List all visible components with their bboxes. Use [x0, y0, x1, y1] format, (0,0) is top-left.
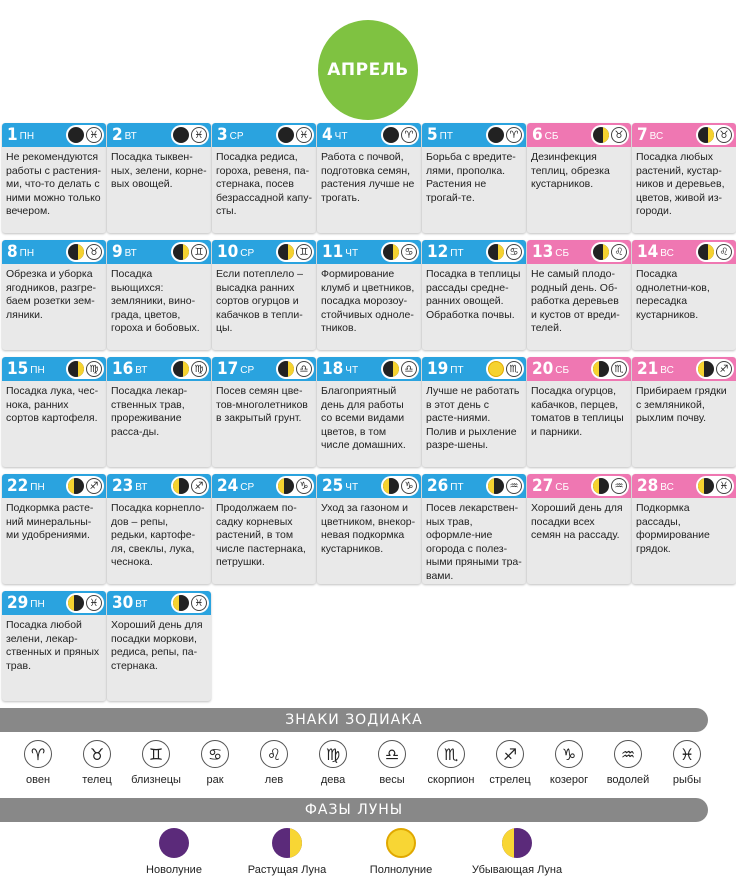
moon-phase-icon	[68, 595, 84, 611]
day-number: 23	[112, 475, 134, 496]
day-icons	[276, 359, 314, 379]
day-advice: Обрезка и уборка ягодников, разгре-баем розетки зем-ляники.	[6, 268, 97, 321]
moon-phase-label: Растущая Луна	[247, 864, 327, 876]
day-of-week: ПН	[19, 248, 35, 259]
day-icons	[66, 242, 104, 262]
zodiac-icon: ♑	[401, 478, 417, 494]
zodiac-symbol-icon: ♎	[378, 740, 406, 768]
day-of-week: ВТ	[135, 365, 148, 376]
day-icons	[486, 242, 524, 262]
zodiac-symbol-icon: ♏	[437, 740, 465, 768]
zodiac-icon: ♍	[191, 361, 207, 377]
day-icons	[381, 359, 419, 379]
day-icons	[591, 125, 629, 145]
day-header	[212, 357, 316, 381]
moon-phase-label: Убывающая Луна	[471, 864, 563, 876]
zodiac-symbol-icon: ♈	[24, 740, 52, 768]
day-number: 27	[532, 475, 554, 496]
day-card	[317, 240, 421, 350]
day-of-week: ПН	[30, 365, 45, 376]
day-advice: Продолжаем по-садку корневых растений, в том числе пастернака, петрушки.	[216, 502, 306, 568]
day-advice: Посадка вьющихся: земляники, вино-града, цветов, гороха и бобовых.	[111, 268, 200, 334]
zodiac-icon: ♓	[716, 478, 732, 494]
zodiac-icon: ♌	[611, 244, 627, 260]
zodiac-legend-item	[478, 740, 542, 786]
day-icons	[171, 242, 209, 262]
moon-phase-icon	[68, 478, 84, 494]
moon-phase-icon	[383, 127, 399, 143]
zodiac-icon: ♋	[506, 244, 522, 260]
day-advice: Посадка лекар-ственных трав, прореживание расса-ды.	[111, 385, 188, 438]
day-icons	[696, 476, 734, 496]
day-card	[317, 474, 421, 584]
day-of-week: ПН	[30, 599, 45, 610]
day-number: 8	[7, 241, 18, 262]
day-icons	[381, 125, 419, 145]
day-card	[212, 240, 316, 350]
zodiac-legend-item	[537, 740, 601, 786]
day-card	[2, 591, 106, 701]
day-header	[527, 474, 631, 498]
moon-phase-icon	[488, 478, 504, 494]
day-of-week: ВС	[649, 131, 664, 142]
day-icons	[66, 593, 104, 613]
day-card	[212, 357, 316, 467]
day-number: 29	[7, 592, 29, 613]
moon-phase-icon	[68, 361, 84, 377]
day-header	[107, 123, 211, 147]
day-card	[212, 474, 316, 584]
moon-phase-icon	[488, 361, 504, 377]
day-icons	[171, 125, 209, 145]
zodiac-icon: ♍	[86, 361, 102, 377]
zodiac-legend-item	[301, 740, 365, 786]
day-advice: Подкормка расте-ний минеральны-ми удобрениями.	[6, 502, 94, 541]
day-icons	[66, 359, 104, 379]
day-advice: Посадка лука, чес-нока, ранних сортов картофеля.	[6, 385, 99, 424]
day-header	[422, 240, 526, 264]
moon-phase-icon	[173, 127, 189, 143]
moon-phase-legend-item	[341, 828, 461, 876]
day-number: 15	[7, 358, 29, 379]
day-card	[212, 123, 316, 233]
day-icons	[171, 359, 209, 379]
moon-phase-icon	[698, 127, 714, 143]
day-card	[107, 240, 211, 350]
day-card	[422, 240, 526, 350]
moon-phase-icon	[698, 478, 714, 494]
day-advice: Прибираем грядки с земляникой, рыхлим почву.	[636, 385, 727, 424]
moon-phase-icon	[68, 127, 84, 143]
moon-phase-icon	[698, 244, 714, 260]
day-advice: Уход за газоном и цветником, внекор-невая подкормка кустарников.	[321, 502, 416, 555]
zodiac-legend-item	[655, 740, 719, 786]
zodiac-label: телец	[82, 774, 112, 786]
moon-phase-icon	[278, 361, 294, 377]
day-card	[2, 240, 106, 350]
moon-phase-icon	[386, 828, 416, 858]
day-card	[107, 474, 211, 584]
day-number: 9	[112, 241, 123, 262]
zodiac-label: дева	[320, 774, 346, 786]
day-advice: Лучше не работать в этот день с расте-ниями. Полив и рыхление разре-шены.	[426, 385, 520, 451]
day-advice: Посадка тыквен-ных, зелени, корне-вых овощей.	[111, 151, 207, 190]
day-of-week: ПТ	[450, 248, 464, 259]
day-number: 6	[532, 124, 543, 145]
day-card	[317, 357, 421, 467]
day-header	[422, 123, 526, 147]
zodiac-label: овен	[25, 774, 51, 786]
zodiac-symbol-icon: ♒	[614, 740, 642, 768]
moon-phase-label: Полнолуние	[369, 864, 433, 876]
moon-phase-icon	[159, 828, 189, 858]
day-icons	[591, 476, 629, 496]
day-number: 7	[637, 124, 648, 145]
moon-phase-icon	[383, 361, 399, 377]
day-of-week: ВС	[660, 248, 674, 259]
day-card	[317, 123, 421, 233]
day-card	[527, 474, 631, 584]
day-header	[212, 240, 316, 264]
zodiac-legend-item	[242, 740, 306, 786]
month-title: АПРЕЛЬ	[318, 20, 418, 120]
day-advice: Посадка любой зелени, лекар-ственных и пряных трав.	[6, 619, 100, 672]
day-of-week: ВС	[660, 365, 674, 376]
zodiac-section-title: ЗНАКИ ЗОДИАКА	[0, 708, 708, 732]
day-number: 21	[637, 358, 659, 379]
day-card	[632, 240, 736, 350]
day-header	[422, 357, 526, 381]
day-icons	[381, 242, 419, 262]
day-header	[632, 474, 736, 498]
day-card	[632, 357, 736, 467]
zodiac-label: весы	[379, 774, 405, 786]
zodiac-legend-item	[360, 740, 424, 786]
zodiac-icon: ♏	[506, 361, 522, 377]
day-of-week: ПТ	[450, 482, 464, 493]
day-of-week: СР	[240, 365, 255, 376]
day-card	[422, 123, 526, 233]
day-icons	[276, 476, 314, 496]
day-of-week: ВТ	[135, 599, 148, 610]
day-header	[107, 474, 211, 498]
moon-phase-icon	[68, 244, 84, 260]
day-of-week: СБ	[555, 482, 570, 493]
zodiac-symbol-icon: ♓	[673, 740, 701, 768]
day-advice: Посадка любых растений, кустар-ников и деревьев, цветов, живой из-городи.	[636, 151, 725, 217]
day-advice: Посадка в теплицы рассады средне-ранних овощей. Обработка почвы.	[426, 268, 521, 321]
zodiac-icon: ♓	[86, 127, 102, 143]
day-header	[527, 357, 631, 381]
day-icons	[696, 125, 734, 145]
day-icons	[591, 359, 629, 379]
moon-phase-icon	[272, 828, 302, 858]
moon-phase-label: Новолуние	[146, 864, 202, 876]
day-number: 19	[427, 358, 449, 379]
zodiac-icon: ♈	[401, 127, 417, 143]
day-advice: Если потеплело – высадка ранних сортов огурцов и кабачков в тепли-цы.	[216, 268, 304, 334]
day-card	[2, 123, 106, 233]
zodiac-icon: ♋	[401, 244, 417, 260]
day-card	[2, 474, 106, 584]
day-header	[2, 123, 106, 147]
moon-phase-icon	[173, 595, 189, 611]
day-header	[422, 474, 526, 498]
zodiac-symbol-icon: ♐	[496, 740, 524, 768]
day-icons	[171, 593, 209, 613]
zodiac-icon: ♓	[191, 595, 207, 611]
day-of-week: ВТ	[135, 482, 148, 493]
day-card	[107, 591, 211, 701]
day-icons	[66, 476, 104, 496]
day-icons	[696, 359, 734, 379]
day-number: 13	[532, 241, 554, 262]
moon-phase-icon	[593, 244, 609, 260]
day-advice: Посев лекарствен-ных трав, оформле-ние огорода с полез-ными пряными тра-вами.	[426, 502, 522, 582]
zodiac-label: водолей	[606, 774, 650, 786]
zodiac-symbol-icon: ♑	[555, 740, 583, 768]
day-icons	[276, 125, 314, 145]
day-header	[2, 474, 106, 498]
day-header	[107, 591, 211, 615]
day-advice: Дезинфекция теплиц, обрезка кустарников.	[531, 151, 610, 190]
zodiac-label: рыбы	[672, 774, 702, 786]
zodiac-symbol-icon: ♋	[201, 740, 229, 768]
day-advice: Посев семян цве-тов-многолетников в закрытый грунт.	[216, 385, 308, 424]
zodiac-label: близнецы	[131, 774, 181, 786]
zodiac-icon: ♐	[191, 478, 207, 494]
moon-phase-legend-item	[457, 828, 577, 876]
day-of-week: ЧТ	[345, 248, 359, 259]
zodiac-icon: ♉	[86, 244, 102, 260]
day-number: 24	[217, 475, 239, 496]
zodiac-legend-item	[183, 740, 247, 786]
day-advice: Посадка корнепло-дов – репы, редьки, картофе-ля, свеклы, лука, чеснока.	[111, 502, 205, 568]
day-advice: Посадка огурцов, кабачков, перцев, томатов в теплицы и парники.	[531, 385, 624, 438]
day-card	[527, 357, 631, 467]
day-number: 1	[7, 124, 18, 145]
day-icons	[486, 476, 524, 496]
day-advice: Формирование клумб и цветников, посадка морозоу-стойчивых одноле-тников.	[321, 268, 415, 334]
day-icons	[66, 125, 104, 145]
moon-phase-icon	[383, 478, 399, 494]
moon-phase-icon	[278, 127, 294, 143]
day-of-week: ЧТ	[334, 131, 348, 142]
moon-phase-icon	[488, 244, 504, 260]
day-header	[317, 123, 421, 147]
day-advice: Благоприятный день для работы со всеми видами цветов, в том числе домашних.	[321, 385, 406, 451]
zodiac-icon: ♓	[296, 127, 312, 143]
zodiac-icon: ♏	[611, 361, 627, 377]
day-header	[212, 474, 316, 498]
day-number: 12	[427, 241, 449, 262]
day-advice: Не самый плодо-родный день. Об-работка деревьев и кустов от вреди-телей.	[531, 268, 620, 334]
day-of-week: СР	[240, 248, 255, 259]
zodiac-legend-item	[124, 740, 188, 786]
day-of-week: СБ	[555, 248, 570, 259]
day-icons	[276, 242, 314, 262]
day-header	[527, 240, 631, 264]
day-number: 2	[112, 124, 123, 145]
moon-phase-icon	[278, 244, 294, 260]
day-number: 26	[427, 475, 449, 496]
day-card	[527, 123, 631, 233]
day-icons	[171, 476, 209, 496]
day-icons	[591, 242, 629, 262]
day-header	[212, 123, 316, 147]
day-number: 3	[217, 124, 228, 145]
day-advice: Хороший день для посадки моркови, редиса, репы, па-стернака.	[111, 619, 203, 672]
zodiac-label: скорпион	[427, 774, 475, 786]
day-of-week: СБ	[544, 131, 559, 142]
moon-phase-icon	[488, 127, 504, 143]
day-card	[107, 357, 211, 467]
zodiac-icon: ♈	[506, 127, 522, 143]
day-of-week: ПН	[19, 131, 35, 142]
day-number: 20	[532, 358, 554, 379]
moon-phase-legend-item	[114, 828, 234, 876]
moon-phase-icon	[593, 361, 609, 377]
day-header	[527, 123, 631, 147]
zodiac-icon: ♐	[86, 478, 102, 494]
zodiac-legend-item	[65, 740, 129, 786]
zodiac-symbol-icon: ♊	[142, 740, 170, 768]
zodiac-icon: ♒	[506, 478, 522, 494]
day-header	[107, 240, 211, 264]
day-of-week: ЧТ	[345, 482, 359, 493]
zodiac-icon: ♊	[191, 244, 207, 260]
day-header	[2, 591, 106, 615]
zodiac-icon: ♑	[296, 478, 312, 494]
zodiac-icon: ♓	[86, 595, 102, 611]
day-of-week: СР	[229, 131, 244, 142]
day-card	[2, 357, 106, 467]
day-number: 30	[112, 592, 134, 613]
zodiac-icon: ♌	[716, 244, 732, 260]
zodiac-icon: ♒	[611, 478, 627, 494]
moon-phase-icon	[173, 244, 189, 260]
zodiac-icon: ♊	[296, 244, 312, 260]
moon-phase-icon	[173, 478, 189, 494]
day-header	[632, 123, 736, 147]
day-card	[527, 240, 631, 350]
day-card	[422, 474, 526, 584]
day-advice: Работа с почвой, подготовка семян, растения лучше не трогать.	[321, 151, 415, 204]
day-of-week: ПТ	[450, 365, 464, 376]
zodiac-label: козерог	[549, 774, 589, 786]
day-number: 5	[427, 124, 438, 145]
day-number: 25	[322, 475, 344, 496]
day-of-week: ПТ	[439, 131, 453, 142]
zodiac-icon: ♉	[716, 127, 732, 143]
day-icons	[696, 242, 734, 262]
day-advice: Посадка однолетни-ков, пересадка кустарников.	[636, 268, 710, 321]
day-card	[632, 474, 736, 584]
moon-phase-legend-item	[227, 828, 347, 876]
zodiac-symbol-icon: ♍	[319, 740, 347, 768]
moon-phase-icon	[383, 244, 399, 260]
day-header	[632, 240, 736, 264]
day-card	[632, 123, 736, 233]
zodiac-legend-item	[419, 740, 483, 786]
day-number: 22	[7, 475, 29, 496]
day-number: 4	[322, 124, 333, 145]
day-number: 11	[322, 241, 344, 262]
day-header	[317, 357, 421, 381]
day-card	[422, 357, 526, 467]
zodiac-icon: ♓	[191, 127, 207, 143]
day-advice: Борьба с вредите-лями, прополка. Растения не трогай-те.	[426, 151, 516, 204]
day-number: 17	[217, 358, 239, 379]
zodiac-icon: ♉	[611, 127, 627, 143]
moon-phase-icon	[502, 828, 532, 858]
day-advice: Не рекомендуются работы с растения-ми, что-то делать с ними можно только вечером.	[6, 151, 102, 217]
moon-phase-icon	[173, 361, 189, 377]
day-advice: Хороший день для посадки всех семян на рассаду.	[531, 502, 623, 541]
zodiac-icon: ♎	[296, 361, 312, 377]
day-number: 16	[112, 358, 134, 379]
zodiac-icon: ♐	[716, 361, 732, 377]
moon-phase-icon	[698, 361, 714, 377]
day-of-week: СР	[240, 482, 255, 493]
day-advice: Подкормка рассады, формирование грядок.	[636, 502, 710, 555]
day-card	[107, 123, 211, 233]
day-icons	[486, 125, 524, 145]
day-header	[317, 474, 421, 498]
zodiac-legend-item	[6, 740, 70, 786]
zodiac-legend-item	[596, 740, 660, 786]
day-header	[632, 357, 736, 381]
day-header	[2, 240, 106, 264]
day-icons	[486, 359, 524, 379]
zodiac-label: стрелец	[489, 774, 531, 786]
zodiac-symbol-icon: ♌	[260, 740, 288, 768]
day-of-week: ЧТ	[345, 365, 359, 376]
day-advice: Посадка редиса, гороха, ревеня, па-стернака, посев безрассадной капу-сты.	[216, 151, 312, 217]
moon-phase-icon	[593, 127, 609, 143]
day-number: 28	[637, 475, 659, 496]
day-icons	[381, 476, 419, 496]
day-header	[2, 357, 106, 381]
zodiac-label: рак	[206, 774, 224, 786]
day-of-week: ВС	[660, 482, 674, 493]
day-of-week: СБ	[555, 365, 570, 376]
zodiac-icon: ♎	[401, 361, 417, 377]
day-of-week: ПН	[30, 482, 45, 493]
zodiac-symbol-icon: ♉	[83, 740, 111, 768]
day-header	[317, 240, 421, 264]
zodiac-label: лев	[264, 774, 284, 786]
moon-phase-icon	[593, 478, 609, 494]
day-header	[107, 357, 211, 381]
day-number: 14	[637, 241, 659, 262]
moon-phase-icon	[278, 478, 294, 494]
moon-phases-section-title: ФАЗЫ ЛУНЫ	[0, 798, 708, 822]
day-number: 10	[217, 241, 239, 262]
day-of-week: ВТ	[124, 131, 137, 142]
day-number: 18	[322, 358, 344, 379]
day-of-week: ВТ	[124, 248, 137, 259]
